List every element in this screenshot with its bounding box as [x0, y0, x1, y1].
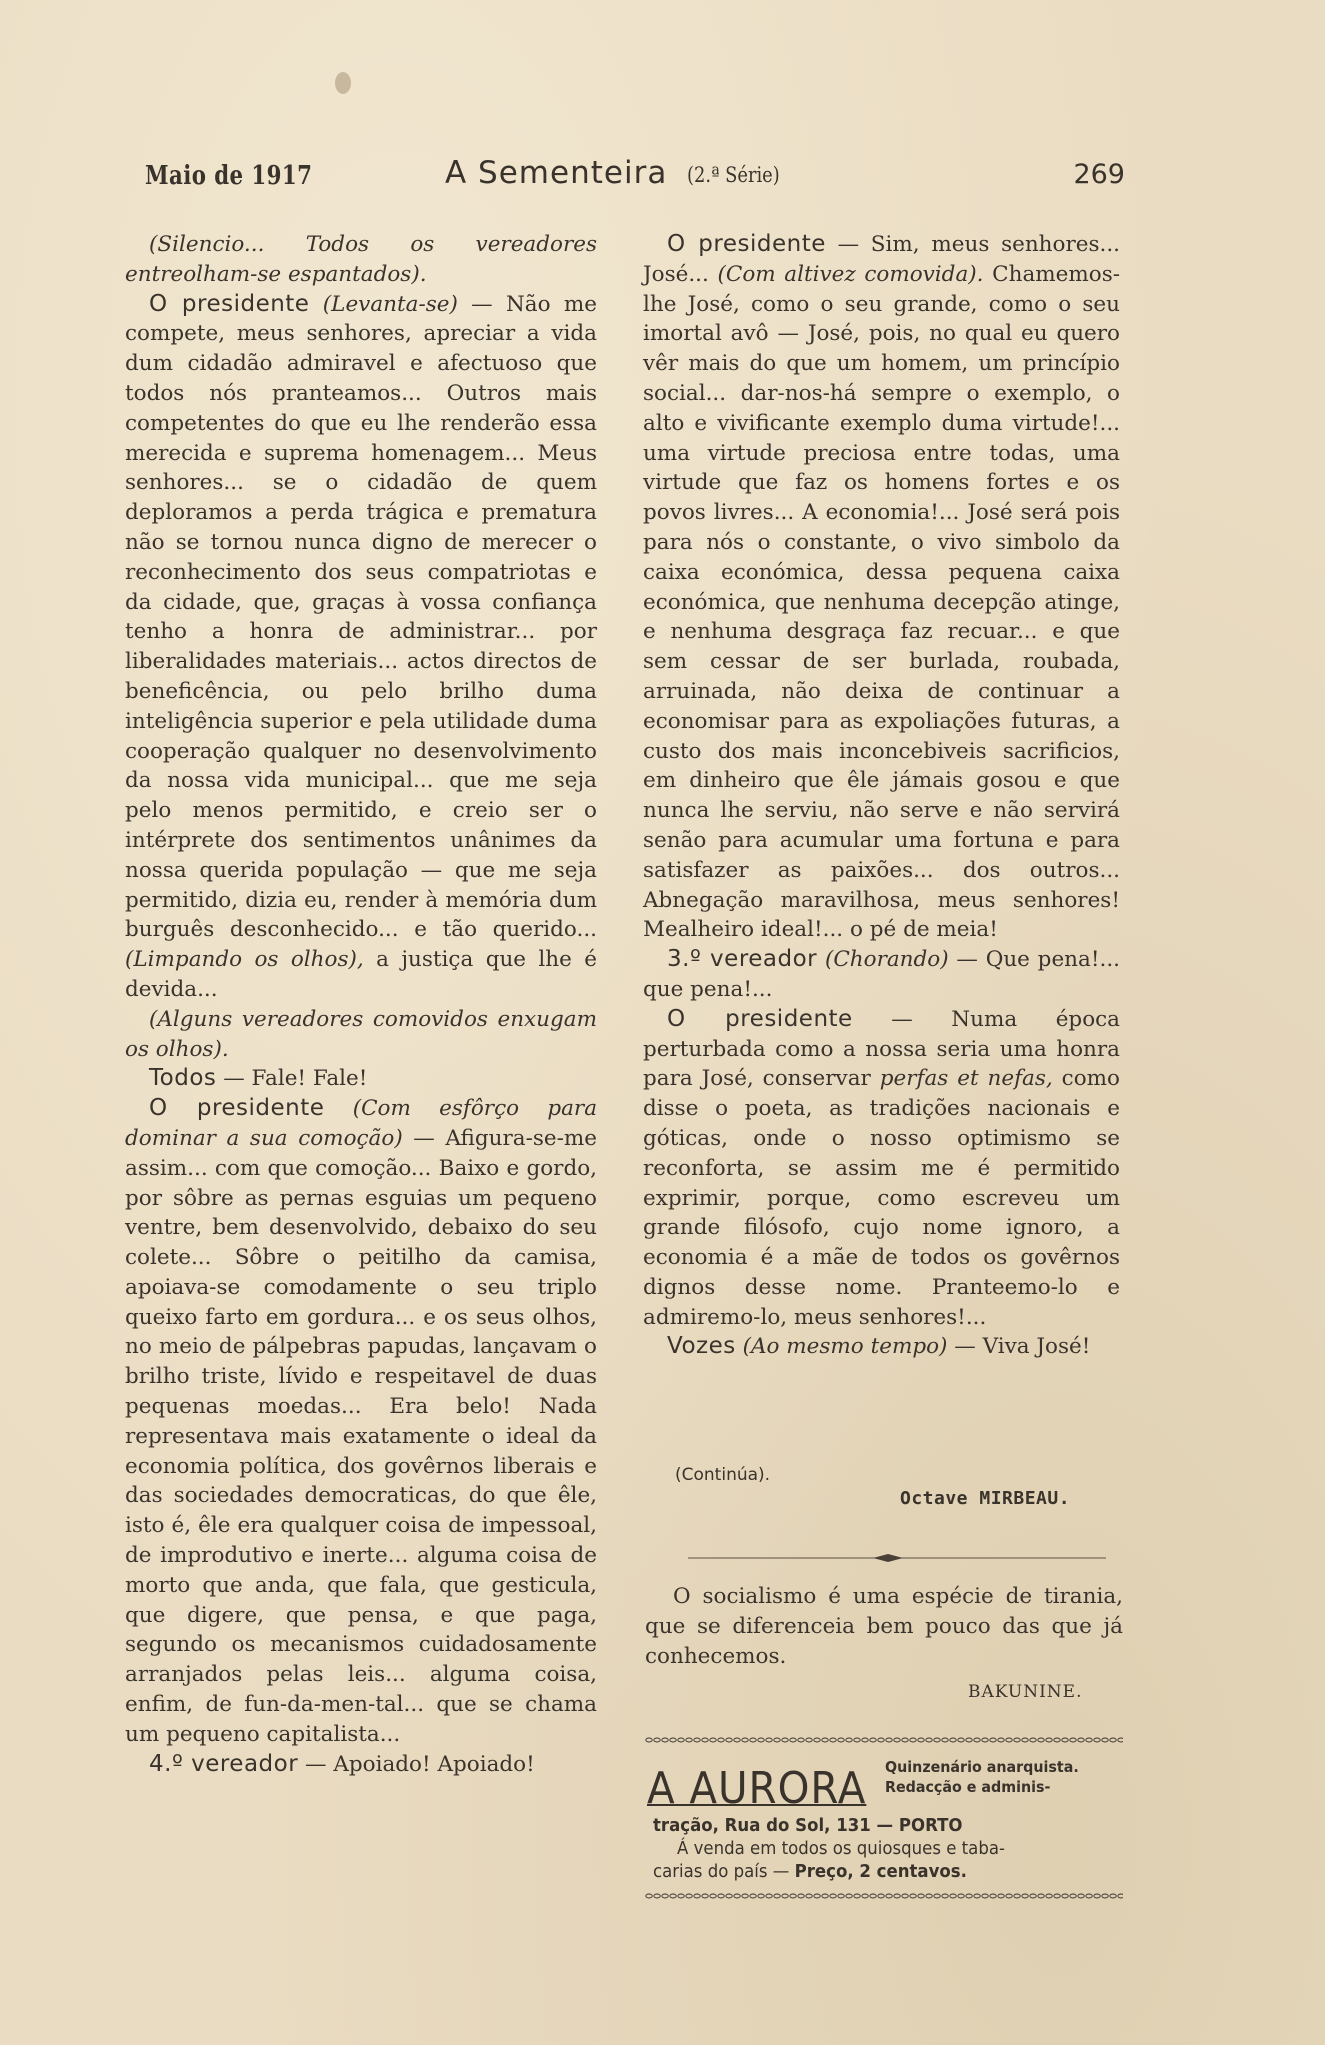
speaker-name: 4.º vereador	[149, 1750, 299, 1777]
dialogue-paragraph: Vozes (Ao mesmo tempo) — Viva José!	[667, 1333, 1091, 1360]
speaker-name: O presidente	[149, 1095, 325, 1122]
advertisement-box	[645, 1737, 1123, 1897]
series-label: (2.ª Série)	[687, 163, 780, 187]
dialogue-paragraph: 3.º vereador (Chorando) — Que pena!... que pena!...	[643, 946, 1120, 1002]
section-divider	[688, 1548, 1106, 1568]
quote-text: O socialismo é uma espécie de tirania, que se diferenceia bem pouco das que já conhecemos.	[645, 1584, 1123, 1669]
paper-stain	[335, 72, 351, 94]
speaker-name: O presidente	[667, 1005, 853, 1032]
stage-direction: (Alguns vereadores comovidos enxugam os olhos).	[125, 1006, 597, 1062]
speaker-name: Vozes	[667, 1333, 736, 1360]
epigraph-quote	[645, 1582, 1123, 1671]
issue-date: Maio de 1917	[145, 161, 313, 191]
speaker-name: Todos	[149, 1065, 217, 1092]
right-column	[643, 230, 1120, 1362]
speaker-name: O presidente	[667, 231, 826, 257]
speaker-name: 3.º vereador	[667, 946, 818, 973]
dialogue-paragraph: O presidente — Sim, meus senhores... José... (Com altivez comovida). Chamemos-lhe José, como o seu grande, como o seu imortal avô — José, pois, no qual eu quero vêr mais do que um homem, um princípio social... dar-nos-há sempre o exemplo, o alto e vivificante exemplo duma virtude!... uma virtude preciosa entre todas, uma virtude que faz os homens fortes e os povos livres... A economia!... José será pois para nós o constante, o vivo simbolo da caixa económica, dessa pequena caixa económica, que nenhuma decepção atinge, e nenhuma desgraça faz recuar... e que sem cessar de ser burlada, roubada, arruinada, não deixa de continuar a economisar para as expoliações futuras, a custo dos mais inconcebiveis sacrificios, em dinheiro que êle jámais gosou e que nunca lhe serviu, não serve e não servirá senão para acumular uma fortuna e para satisfazer as paixões... dos outros... Abnegação maravilhosa, meus senhores! Mealheiro ideal!... o pé de meia!	[643, 231, 1120, 943]
article-author: Octave MIRBEAU.	[900, 1488, 1071, 1509]
publication-title: A Sementeira	[445, 155, 668, 191]
speaker-name: O presidente	[149, 290, 310, 317]
quote-author: BAKUNINE.	[968, 1682, 1083, 1702]
page-number: 269	[1073, 159, 1125, 190]
continued-note: (Continúa).	[675, 1465, 771, 1485]
dialogue-paragraph: O presidente (Com esfôrço para dominar a sua comoção) — Afigura-se-me assim... com que comoção... Baixo e gordo, por sôbre as pernas esguias um pequeno ventre, bem desenvolvido, debaixo do seu colete... Sôbre o peitilho da camisa, apoiava-se comodamente o seu triplo queixo farto em gordura... e os seus olhos, no meio de pálpebras papudas, lançavam o brilho triste, lívido e respeitavel de duas pequenas moedas... Era belo! Nada representava mais exatamente o ideal da economia política, dos govêrnos liberais e das sociedades democraticas, do que êle, isto é, êle era qualquer coisa de impessoal, de improdutivo e inerte... alguma coisa de morto que anda, que fala, que gesticula, que digere, que pensa, e que paga, segundo os mecanismos cuidadosamente arranjados pelas leis... alguma coisa, enfim, de fun-da-men-tal... que se chama um pequeno capitalista...	[125, 1095, 598, 1747]
page-header	[145, 155, 1135, 197]
dialogue-paragraph: 4.º vereador — Apoiado! Apoiado!	[149, 1750, 535, 1777]
ad-publication-name: A AURORA	[647, 1763, 867, 1814]
ornamental-border-top	[645, 1737, 1123, 1743]
ornamental-border-bottom	[645, 1893, 1123, 1899]
ad-address: tração, Rua do Sol, 131 — PORTO	[653, 1815, 963, 1836]
ad-sales-info: Á venda em todos os quiosques e taba-	[677, 1838, 1005, 1859]
ad-tagline: Quinzenário anarquista. Redacção e adminis-	[885, 1758, 1079, 1796]
dialogue-paragraph: Todos — Fale! Fale!	[149, 1065, 368, 1092]
dialogue-paragraph: O presidente (Levanta-se) — Não me compete, meus senhores, apreciar a vida dum cidadão admiravel e afectuoso que todos nós pranteamos... Outros mais competentes do que eu lhe renderão essa merecida e suprema homenagem... Meus senhores... se o cidadão de quem deploramos a perda trágica e prematura não se tornou nunca digno de merecer o reconhecimento dos seus compatriotas e da cidade, que, graças à vossa confiança tenho a honra de administrar... por liberalidades materiais... actos directos de beneficência, ou pelo brilho duma inteligência superior e pela utilidade duma cooperação qualquer no desenvolvimento da nossa vida municipal... que me seja pelo menos permitido, e creio ser o intérprete dos sentimentos unânimes da nossa querida população — que me seja permitido, dizia eu, render à memória dum burguês desconhecido... e tão querido... (Limpando os olhos), a justiça que lhe é devida...	[125, 290, 598, 1002]
left-column	[125, 230, 597, 1779]
ad-price-line: carias do país — Preço, 2 centavos.	[653, 1861, 967, 1882]
dialogue-paragraph: O presidente — Numa época perturbada como a nossa seria uma honra para José, conservar perfas et nefas, como disse o poeta, as tradições nacionais e góticas, onde o nosso optimismo se reconforta, se assim me é permitido exprimir, porque, como escreveu um grande filósofo, cujo nome ignoro, a economia é a mãe de todos os govêrnos dignos desse nome. Pranteemo-lo e admiremo-lo, meus senhores!...	[643, 1005, 1120, 1330]
stage-direction: (Silencio... Todos os vereadores entreolham-se espantados).	[125, 232, 597, 287]
